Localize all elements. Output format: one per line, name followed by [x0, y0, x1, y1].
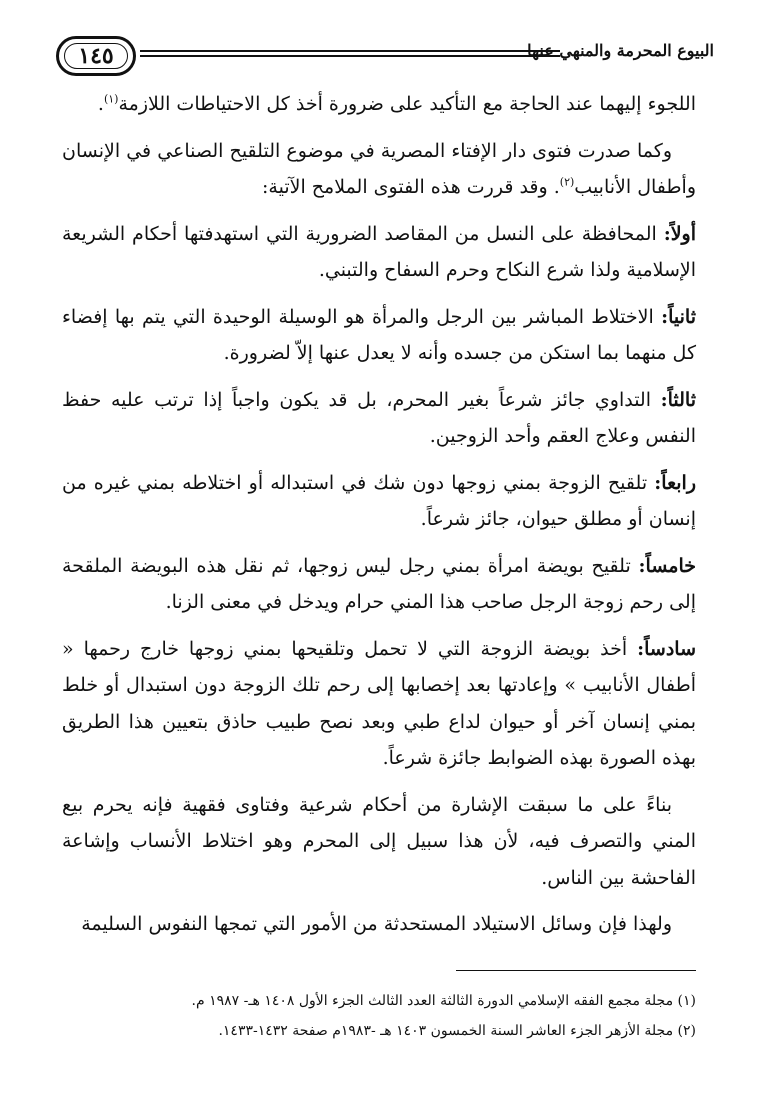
- point-label: ثالثاً:: [660, 388, 696, 411]
- footnotes: [62, 986, 696, 1046]
- point-text: التداوي جائز شرعاً بغير المحرم، بل قد يكون واجباً إذا ترتب عليه حفظ النفس وعلاج العقم وأحد الزوجين.: [62, 388, 696, 447]
- paragraph-fatwa-intro: [62, 133, 696, 206]
- point-fifth: [62, 548, 696, 621]
- page-number: ١٤٥: [56, 36, 136, 76]
- footnote-ref: (٢): [559, 175, 575, 189]
- paragraph-last: ولهذا فإن وسائل الاستيلاد المستحدثة من الأمور التي تمجها النفوس السليمة: [81, 913, 672, 935]
- point-sixth: [62, 631, 696, 777]
- footnote-separator: [456, 970, 696, 971]
- paragraph-text: وكما صدرت فتوى دار الإفتاء المصرية في موضوع التلقيح الصناعي في الإنسان وأطفال الأنابيب: [62, 139, 696, 198]
- point-label: خامساً:: [638, 554, 696, 577]
- point-text: أخذ بويضة الزوجة التي لا تحمل وتلقيحها بمني زوجها خارج رحمها « أطفال الأنابيب » وإعادتها بعد إخصابها إلى رحم تلك الزوجة دون استبدال أو خلط بمني إنسان آخر أو حيوان لداع طبي وبعد نصح طبيب حاذق بتعيين هذا الطريق بهذه الصورة بهذه الضوابط جائزة شرعاً.: [62, 637, 696, 769]
- paragraph-continuation: [62, 86, 696, 123]
- point-first: [62, 216, 696, 289]
- point-text: تلقيح الزوجة بمني زوجها دون شك في استبداله أو اختلاطه بمني غيره من إنسان أو مطلق حيوان، جائز شرعاً.: [62, 471, 696, 530]
- header-rule: [140, 50, 560, 57]
- point-text: الاختلاط المباشر بين الرجل والمرأة هو الوسيلة الوحيدة التي يتم بها إفضاء كل منهما بما استكن من جسده وأنه لا يعدل عنها إلاّ لضرورة.: [62, 305, 696, 364]
- paragraph-text: اللجوء إليهما عند الحاجة مع التأكيد على ضرورة أخذ كل الاحتياطات اللازمة: [118, 93, 696, 115]
- point-text: المحافظة على النسل من المقاصد الضرورية التي استهدفتها أحكام الشريعة الإسلامية ولذا شرع النكاح وحرم السفاح والتبني.: [62, 222, 696, 281]
- paragraph-conclusion: بناءً على ما سبقت الإشارة من أحكام شرعية وفتاوى فقهية فإنه يحرم بيع المني والتصرف فيه، لأن هذا سبيل إلى المحرم وهو اختلاط الأنساب وإشاعة الفاحشة بين الناس.: [62, 793, 696, 889]
- point-label: رابعاً:: [654, 471, 696, 494]
- point-label: سادساً:: [637, 637, 696, 660]
- point-label: ثانياً:: [661, 305, 696, 328]
- body-text: [62, 86, 696, 953]
- footnote-1: (١) مجلة مجمع الفقه الإسلامي الدورة الثالثة العدد الثالث الجزء الأول ١٤٠٨ هـ- ١٩٨٧ م.: [191, 993, 696, 1009]
- footnote-ref: (١): [103, 92, 119, 106]
- point-second: [62, 299, 696, 372]
- page-header: [56, 36, 714, 80]
- running-title: البيوع المحرمة والمنهي عنها: [527, 41, 714, 60]
- point-text: تلقيح بويضة امرأة بمني رجل ليس زوجها، ثم نقل هذه البويضة الملقحة إلى رحم زوجة الرجل صاحب هذا المني حرام ويدخل في معنى الزنا.: [62, 554, 696, 613]
- point-third: [62, 382, 696, 455]
- point-label: أولاً:: [663, 222, 696, 245]
- point-fourth: [62, 465, 696, 538]
- footnote-2: (٢) مجلة الأزهر الجزء العاشر السنة الخمسون ١٤٠٣ هـ -١٩٨٣م صفحة ١٤٣٢-١٤٣٣.: [218, 1023, 696, 1039]
- paragraph-end: .: [97, 93, 104, 115]
- paragraph-text-cont: . وقد قررت هذه الفتوى الملامح الآتية:: [262, 176, 560, 198]
